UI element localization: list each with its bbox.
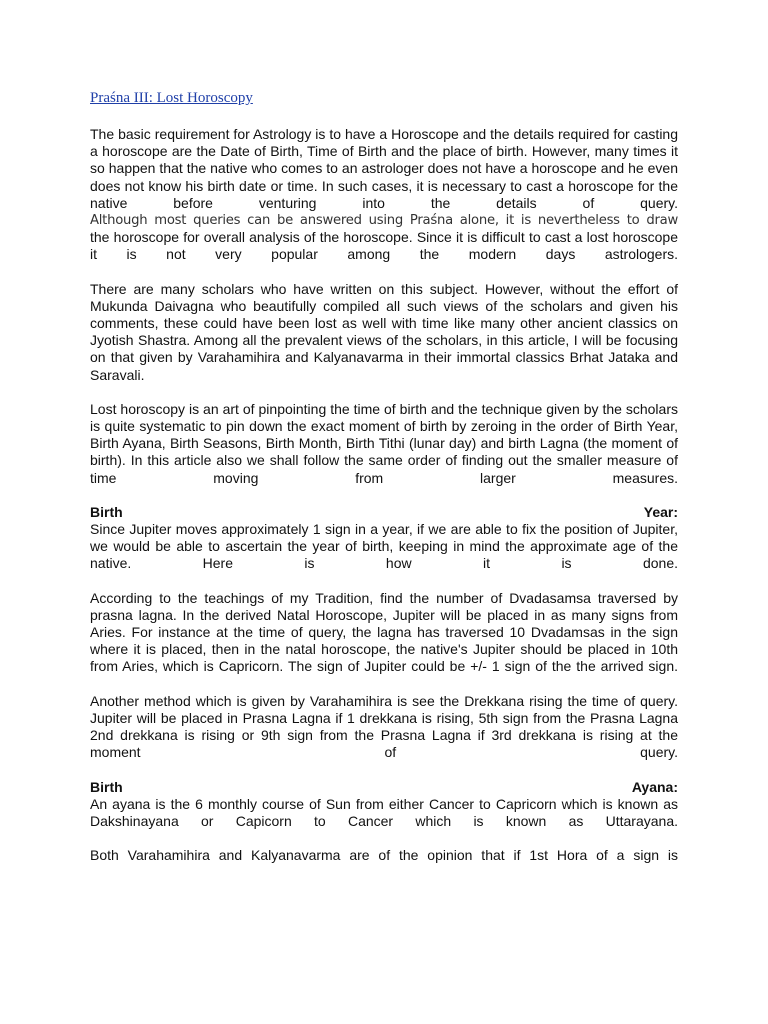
intro-text-part-1: The basic requirement for Astrology is to have a Horoscope and the details required for casting a horoscope are the Date of Birth, Time of Birth and the place of birth. However, many times it so happen that the native who comes to an astrologer does not have a horoscope and he even does not know his birth date or time. In such cases, it is necessary to cast a horoscope for the native before venturing into the details of query. xyxy=(90,126,678,211)
birth-ayana-heading-left: Birth xyxy=(90,778,123,795)
birth-year-text: Since Jupiter moves approximately 1 sign in a year, if we are able to fix the position of Jupiter, we would be able to ascertain the year of birth, keeping in mind the approximate age of the native. Here is how it is done. xyxy=(90,521,678,572)
birth-ayana-text: An ayana is the 6 monthly course of Sun from either Cancer to Capricorn which is known as Dakshinayana or Capicorn to Cancer which is known as Uttarayana. xyxy=(90,795,678,829)
intro-text-part-3: the horoscope for overall analysis of the horoscope. Since it is difficult to cast a lost horoscope it is not very popular among the modern days astrologers. xyxy=(90,229,678,263)
birth-year-heading xyxy=(90,504,678,521)
birth-ayana-heading xyxy=(90,779,678,796)
birth-ayana-heading-right: Ayana: xyxy=(631,778,678,795)
article-title[interactable]: Praśna III: Lost Horoscopy xyxy=(90,90,253,106)
intro-paragraph xyxy=(90,126,678,264)
tradition-paragraph: According to the teachings of my Tradition, find the number of Dvadasamsa traversed by prasna lagna. In the derived Natal Horoscope, Jupiter will be placed in as many signs from Aries. For instance at the time of query, the lagna has traversed 10 Dvadamsas in the sign where it is placed, then in the natal horoscope, the native's Jupiter should be placed in 10th from Aries, which is Capricorn. The sign of Jupiter could be +/- 1 sign of the the arrived sign. xyxy=(90,589,678,675)
birth-year-section xyxy=(90,504,678,573)
birth-year-heading-left: Birth xyxy=(90,503,123,520)
birth-year-heading-right: Year: xyxy=(643,503,678,520)
document-page xyxy=(90,88,678,864)
intro-text-part-2: Although most queries can be answered using Praśna alone, it is nevertheless to draw xyxy=(90,213,678,229)
birth-ayana-section xyxy=(90,779,678,831)
hora-paragraph: Both Varahamihira and Kalyanavarma are of the opinion that if 1st Hora of a sign is xyxy=(90,847,678,864)
drekkana-paragraph: Another method which is given by Varahamihira is see the Drekkana rising the time of query. Jupiter will be placed in Prasna Lagna if 1 drekkana is rising, 5th sign from the Prasna Lagna 2nd drekkana is rising or 9th sign from the Prasna Lagna if 3rd drekkana is rising at the moment of query. xyxy=(90,692,678,761)
scholars-paragraph: There are many scholars who have written on this subject. However, without the effort of Mukunda Daivagna who beautifully compiled all such views of the scholars and given his comments, these could have been lost as well with time like many other ancient classics on Jyotish Shastra. Among all the prevalent views of the scholars, in this article, I will be focusing on that given by Varahamihira and Kalyanavarma in their immortal classics Brhat Jataka and Saravali. xyxy=(90,280,678,383)
definition-paragraph: Lost horoscopy is an art of pinpointing the time of birth and the technique given by the scholars is quite systematic to pin down the exact moment of birth by zeroing in the order of Birth Year, Birth Ayana, Birth Seasons, Birth Month, Birth Tithi (lunar day) and birth Lagna (the moment of birth). In this article also we shall follow the same order of finding out the smaller measure of time moving from larger measures. xyxy=(90,400,678,486)
